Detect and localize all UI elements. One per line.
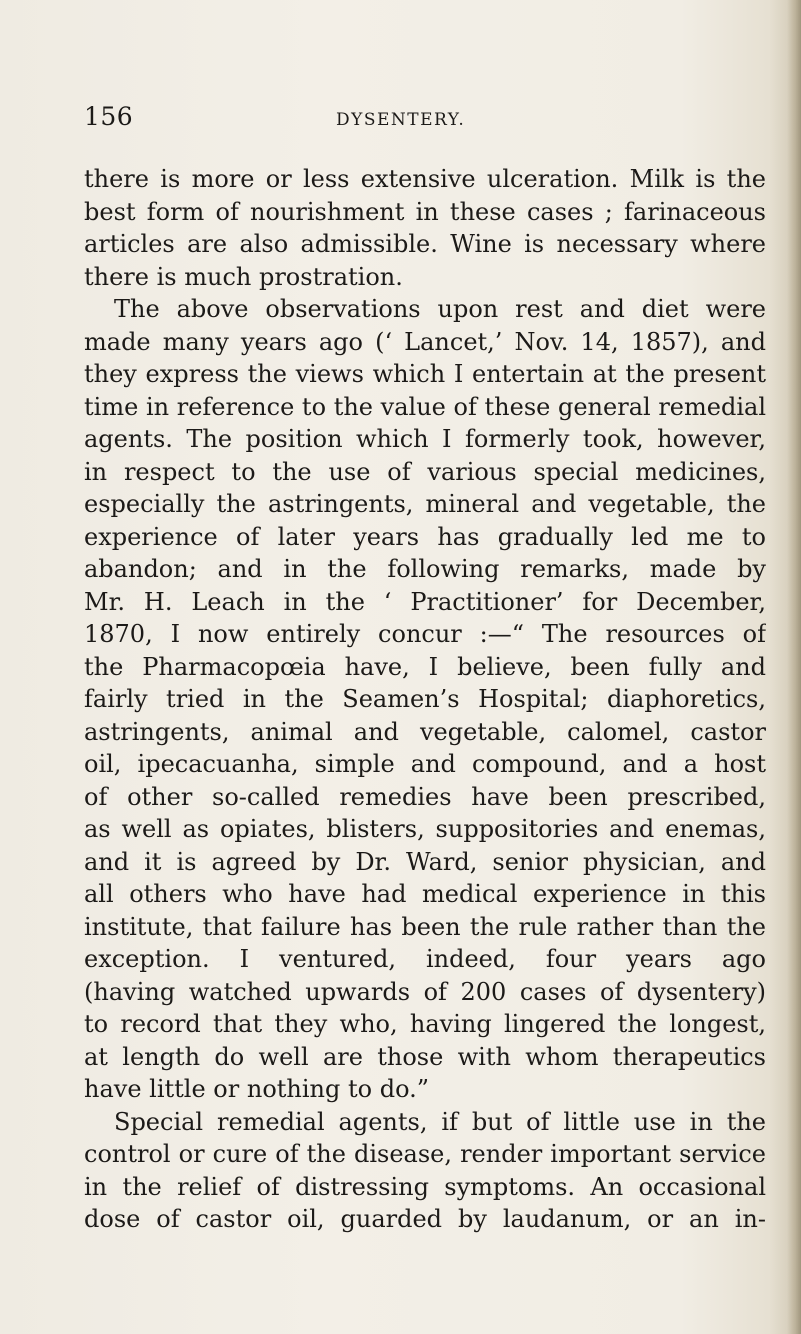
running-head: DYSENTERY. — [336, 110, 466, 130]
text-line: astringents, animal and vegetable, calomel, castor — [84, 717, 766, 746]
text-line: control or cure of the disease, render important service — [84, 1140, 766, 1168]
text-line: institute, that failure has been the rule rather than the — [84, 912, 766, 941]
body-text — [84, 163, 766, 1236]
text-line: (having watched upwards of 200 cases of dysentery) — [84, 977, 766, 1006]
text-line: best form of nourishment in these cases ; farinaceous — [84, 197, 766, 226]
text-line: Special remedial agents, if but of little use in the — [114, 1107, 766, 1136]
page-header — [84, 102, 784, 136]
text-line: 1870, I now entirely concur :—“ The resources of — [84, 620, 766, 648]
text-line: to record that they who, having lingered the longest, — [84, 1010, 766, 1038]
text-line: have little or nothing to do.” — [84, 1075, 429, 1103]
text-line: made many years ago (‘ Lancet,’ Nov. 14, 1857), and — [84, 327, 766, 356]
text-line: exception. I ventured, indeed, four years ago — [84, 945, 766, 973]
text-line: and it is agreed by Dr. Ward, senior physician, and — [84, 847, 766, 876]
text-line: The above observations upon rest and diet were — [114, 295, 766, 323]
text-line: Mr. H. Leach in the ‘ Practitioner’ for December, — [84, 587, 766, 616]
text-line: of other so-called remedies have been prescribed, — [84, 782, 766, 811]
text-line: in the relief of distressing symptoms. An occasional — [84, 1172, 766, 1201]
text-line: all others who have had medical experience in this — [84, 880, 766, 908]
text-line: at length do well are those with whom therapeutics — [84, 1042, 766, 1071]
text-line: the Pharmacopœia have, I believe, been fully and — [84, 652, 766, 681]
text-line: there is more or less extensive ulceration. Milk is the — [84, 165, 766, 193]
text-line: there is much prostration. — [84, 262, 403, 291]
text-line: oil, ipecacuanha, simple and compound, and a host — [84, 750, 766, 778]
text-line: dose of castor oil, guarded by laudanum, or an in- — [84, 1205, 766, 1233]
text-line: time in reference to the value of these general remedial — [84, 392, 766, 421]
text-line: fairly tried in the Seamen’s Hospital; diaphoretics, — [84, 685, 766, 713]
text-line: articles are also admissible. Wine is necessary where — [84, 230, 766, 258]
text-line: abandon; and in the following remarks, made by — [84, 555, 766, 583]
page-edge-shadow — [787, 0, 801, 1334]
text-line: as well as opiates, blisters, suppositories and enemas, — [84, 815, 766, 843]
text-line: in respect to the use of various special medicines, — [84, 457, 766, 486]
text-line: experience of later years has gradually led me to — [84, 522, 766, 551]
text-line: they express the views which I entertain at the present — [84, 360, 766, 388]
page-number: 156 — [84, 102, 134, 131]
text-line: agents. The position which I formerly took, however, — [84, 425, 766, 453]
text-line: especially the astringents, mineral and vegetable, the — [84, 490, 766, 518]
